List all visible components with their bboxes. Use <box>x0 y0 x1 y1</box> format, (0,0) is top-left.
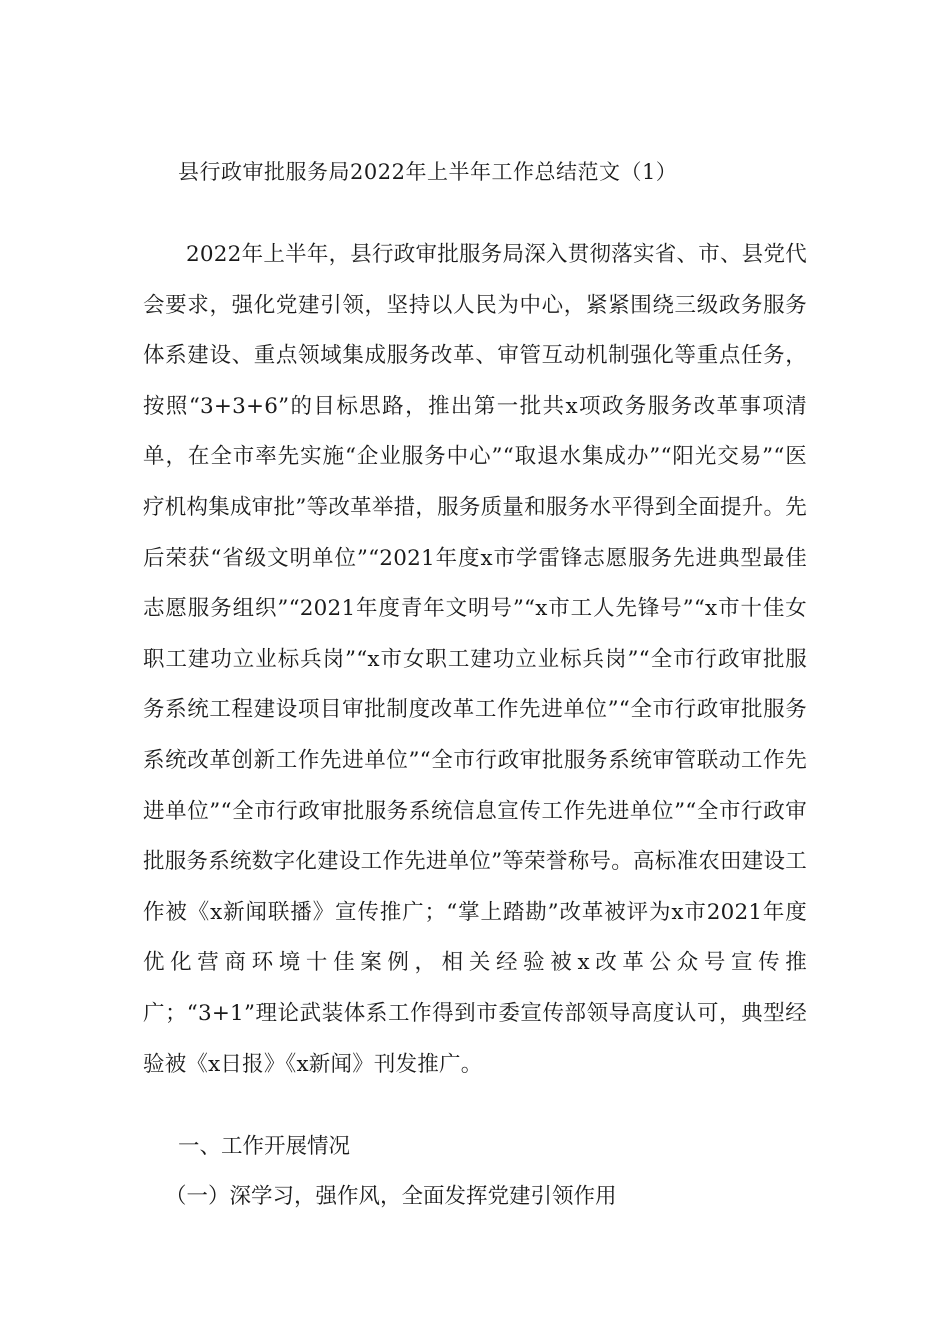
document-title: 县行政审批服务局2022年上半年工作总结范文（1） <box>178 160 678 184</box>
section-heading: 一、工作开展情况 <box>178 1134 351 1159</box>
subsection-heading: （一）深学习，强作风，全面发挥党建引领作用 <box>165 1184 617 1209</box>
intro-paragraph: 2022年上半年，县行政审批服务局深入贯彻落实省、市、县党代会要求，强化党建引领，坚持以人民为中心，紧紧围绕三级政务服务体系建设、重点领域集成服务改革、审管互动机制强化等重点任务，按照“3+3+6”的目标思路，推出第一批共x项政务服务改革事项清单，在全市率先实施“企业服务中心”“取退水集成办”“阳光交易”“医疗机构集成审批”等改革举措，服务质量和服务水平得到全面提升。先后荣获“省级文明单位”“2021年度x市学雷锋志愿服务先进典型最佳志愿服务组织”“2021年度青年文明号”“x市工人先锋号”“x市十佳女职工建功立业标兵岗”“x市女职工建功立业标兵岗”“全市行政审批服务系统工程建设项目审批制度改革工作先进单位”“全市行政审批服务系统改革创新工作先进单位”“全市行政审批服务系统审管联动工作先进单位”“全市行政审批服务系统信息宣传工作先进单位”“全市行政审批服务系统数字化建设工作先进单位”等荣誉称号。高标准农田建设工作被《x新闻联播》宣传推广；“掌上踏勘”改革被评为x市2021年度优化营商环境十佳案例，相关经验被x改革公众号宣传推广；“3+1”理论武装体系工作得到市委宣传部领导高度认可，典型经验被《x日报》《x新闻》刊发推广。 <box>143 242 807 1077</box>
